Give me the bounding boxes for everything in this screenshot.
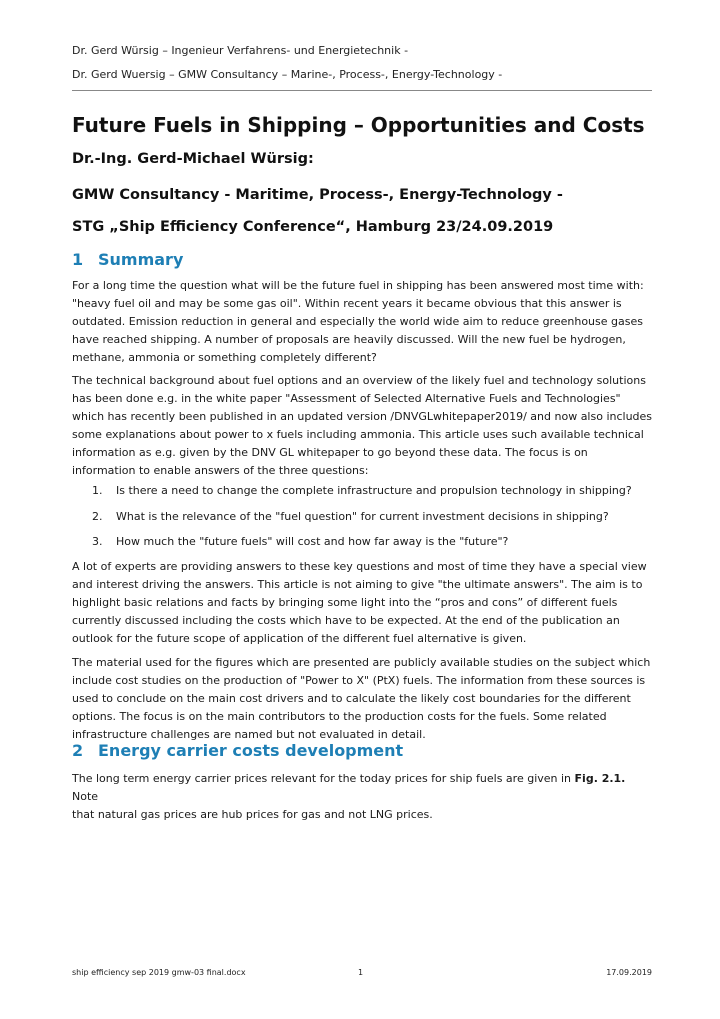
text-line: which has recently been published in an updated version /DNVGLwhitepaper2019/ and now also includes: [72, 410, 653, 423]
text-span: The long term energy carrier prices relevant for the today prices for ship fuels are given in: [72, 772, 575, 785]
text-span: Note: [72, 790, 99, 803]
header-line-2: Dr. Gerd Wuersig – GMW Consultancy – Marine-, Process-, Energy-Technology -: [72, 68, 503, 81]
text-line: The technical background about fuel options and an overview of the likely fuel and technology solutions: [72, 374, 646, 387]
text-line: outlook for the future scope of application of the different fuel alternative is given.: [72, 632, 527, 645]
list-text: How much the "future fuels" will cost and how far away is the "future"?: [116, 535, 509, 548]
text-line: and interest driving the answers. This article is not aiming to give "the ultimate answers". The aim is to: [72, 578, 643, 591]
text-line: methane, ammonia or something completely different?: [72, 351, 377, 364]
text-line: have reached shipping. A number of proposals are heavily discussed. Will the new fuel be hydrogen,: [72, 333, 626, 346]
section-heading-summary: [72, 250, 183, 269]
text-line: highlight basic relations and facts by bringing some light into the “pros and cons” of different fuels: [72, 596, 618, 609]
text-line: A lot of experts are providing answers to these key questions and most of time they have a special view: [72, 560, 647, 573]
footer-page-number: 1: [358, 968, 364, 977]
list-number: 3.: [92, 535, 103, 548]
section-number: 2: [72, 741, 84, 760]
author-name: Dr.-Ing. Gerd-Michael Würsig:: [72, 151, 314, 167]
section-title: Summary: [98, 250, 184, 269]
list-text: Is there a need to change the complete infrastructure and propulsion technology in shipping?: [116, 484, 632, 497]
text-line: currently discussed including the costs which have to be expected. At the end of the publication an: [72, 614, 620, 627]
text-line: used to conclude on the main cost drivers and to calculate the likely cost boundaries for the different: [72, 692, 631, 705]
text-line: include cost studies on the production of "Power to X" (PtX) fuels. The information from these sources is: [72, 674, 646, 687]
list-number: 2.: [92, 510, 103, 523]
summary-paragraph-3: [72, 558, 654, 648]
text-line: outdated. Emission reduction in general and especially the world wide aim to reduce greenhouse gases: [72, 315, 643, 328]
footer-filename: ship efficiency sep 2019 gmw-03 final.docx: [72, 968, 246, 977]
text-line: some explanations about power to x fuels including ammonia. This article uses such available technical: [72, 428, 644, 441]
text-line: The material used for the figures which are presented are publicly available studies on the subject which: [72, 656, 651, 669]
list-text: What is the relevance of the "fuel question" for current investment decisions in shipping?: [116, 510, 609, 523]
text-line: [72, 770, 654, 806]
text-line: information to enable answers of the three questions:: [72, 464, 369, 477]
list-item: [92, 508, 609, 526]
document-title: Future Fuels in Shipping – Opportunities and Costs: [72, 113, 645, 137]
section-title: Energy carrier costs development: [98, 741, 404, 760]
section-number: 1: [72, 250, 84, 269]
figure-reference: Fig. 2.1.: [574, 772, 626, 785]
list-item: [92, 533, 508, 551]
list-number: 1.: [92, 484, 103, 497]
footer-date: 17.09.2019: [606, 968, 652, 977]
text-line: "heavy fuel oil and may be some gas oil". Within recent years it became obvious that this answer is: [72, 297, 622, 310]
header-line-1: Dr. Gerd Würsig – Ingenieur Verfahrens- und Energietechnik -: [72, 44, 409, 57]
summary-paragraph-4: [72, 654, 654, 744]
text-line: For a long time the question what will be the future fuel in shipping has been answered most time with:: [72, 279, 644, 292]
section-heading-energy-carrier-costs: [72, 741, 403, 760]
text-line: information as e.g. given by the DNV GL whitepaper to go beyond these data. The focus is on: [72, 446, 588, 459]
energy-costs-paragraph: [72, 770, 654, 824]
list-item: [92, 482, 632, 500]
text-line: that natural gas prices are hub prices for gas and not LNG prices.: [72, 808, 433, 821]
header-divider: [72, 90, 652, 91]
text-line: infrastructure challenges are named but not evaluated in detail.: [72, 728, 426, 741]
summary-paragraph-1: [72, 277, 654, 367]
text-line: options. The focus is on the main contributors to the production costs for the fuels. Some related: [72, 710, 607, 723]
organization-name: GMW Consultancy - Maritime, Process-, Energy-Technology -: [72, 187, 563, 203]
text-line: has been done e.g. in the white paper "Assessment of Selected Alternative Fuels and Technologies": [72, 392, 621, 405]
summary-paragraph-2: [72, 372, 654, 480]
event-name: STG „Ship Efficiency Conference“, Hamburg 23/24.09.2019: [72, 219, 554, 235]
